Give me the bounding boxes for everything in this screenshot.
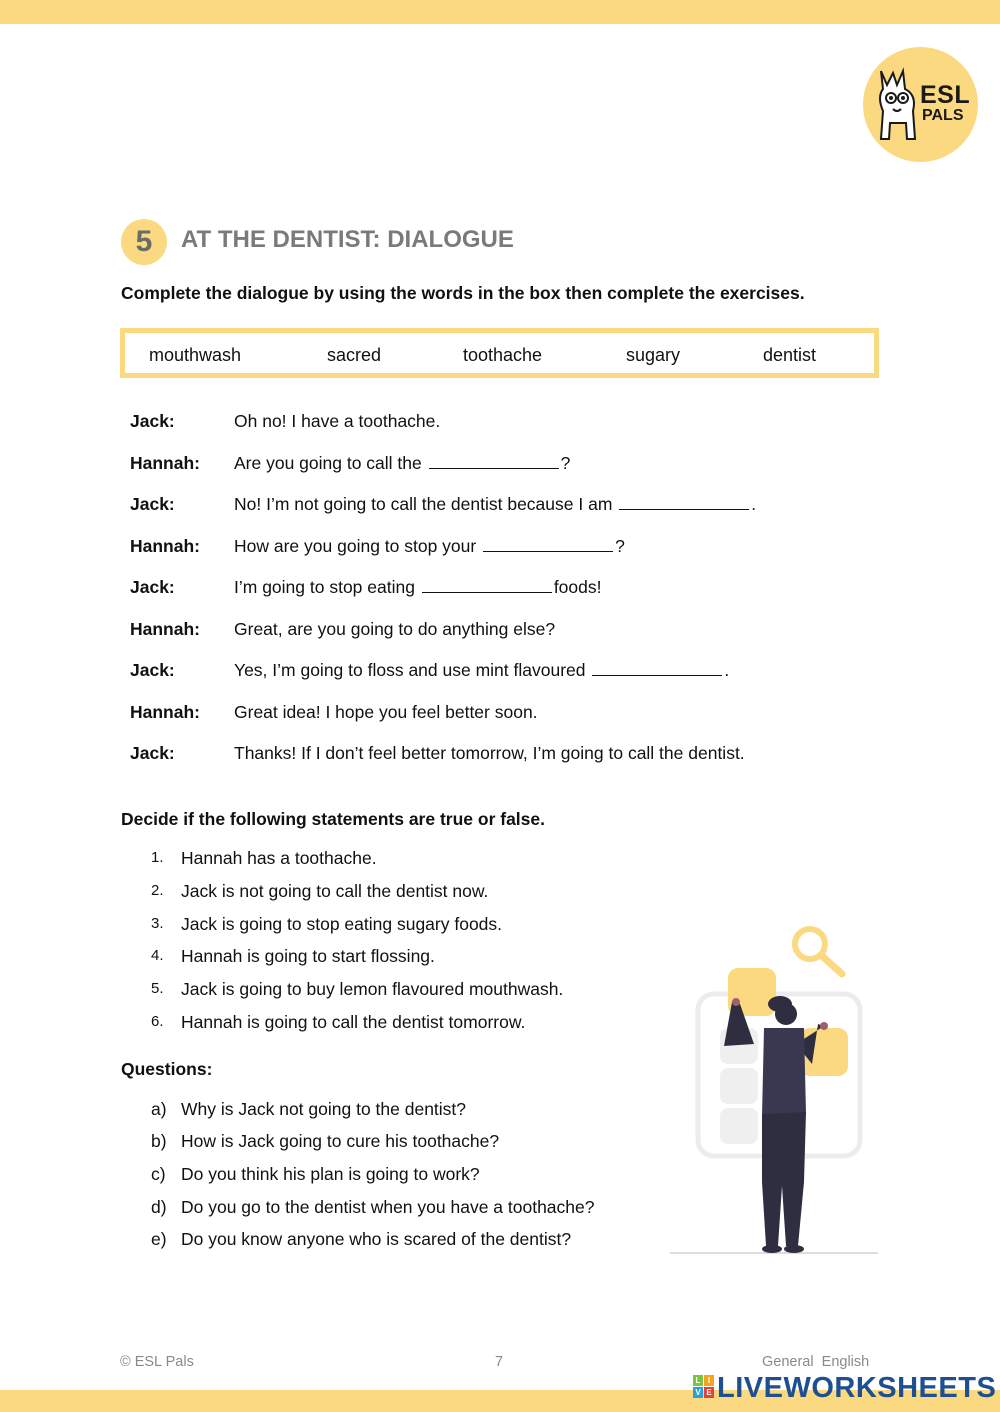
dialogue-speaker: Jack: (130, 743, 175, 763)
badge-letter: E (704, 1387, 714, 1398)
statement-text: Hannah has a toothache. (181, 848, 377, 868)
dialogue-text: Are you going to call the (234, 453, 427, 473)
section-number-badge: 5 (121, 219, 167, 265)
word-box-item: sugary (626, 345, 681, 365)
question-text: How is Jack going to cure his toothache? (181, 1131, 500, 1151)
llama-icon (873, 65, 923, 145)
question-letter: d) (151, 1197, 167, 1217)
word-box-item: toothache (463, 345, 543, 365)
dialogue-speaker: Jack: (130, 660, 175, 680)
instruction-true-false: Decide if the following statements are true or false. (121, 809, 545, 829)
question-letter: a) (151, 1099, 167, 1119)
statement-number: 6. (151, 1013, 164, 1030)
dialogue-speaker: Jack: (130, 494, 175, 514)
badge-letter: I (704, 1375, 714, 1386)
dialogue-speaker: Hannah: (130, 453, 200, 473)
question-letter: c) (151, 1164, 166, 1184)
dialogue-speaker: Hannah: (130, 536, 200, 556)
badge-letter: V (693, 1387, 703, 1398)
dialogue-text: Thanks! If I don’t feel better tomorrow, I’m going to call the dentist. (234, 743, 745, 763)
dialogue-text: I’m going to stop eating (234, 577, 420, 597)
statement-text: Jack is not going to call the dentist now. (181, 881, 489, 901)
dialogue-speaker: Jack: (130, 577, 175, 597)
statement-number: 5. (151, 980, 164, 997)
statement-text: Hannah is going to start flossing. (181, 946, 435, 966)
word-box-item: dentist (763, 345, 817, 365)
dialogue-text-end: ? (560, 453, 571, 473)
footer-course: General English (762, 1354, 870, 1370)
answer-blank[interactable] (429, 455, 559, 469)
dialogue-speaker: Jack: (130, 411, 175, 431)
dialogue-text-end: . (751, 494, 757, 514)
dialogue-text-end: . (724, 660, 730, 680)
dialogue-speaker: Hannah: (130, 619, 200, 639)
statement-number: 3. (151, 915, 164, 932)
statement-text: Jack is going to buy lemon flavoured mouthwash. (181, 979, 564, 999)
instruction-complete-dialogue: Complete the dialogue by using the words in the box then complete the exercises. (121, 283, 805, 303)
dialogue-text: No! I’m not going to call the dentist because I am (234, 494, 618, 514)
word-box-item: mouthwash (149, 345, 242, 365)
answer-blank[interactable] (592, 662, 722, 676)
statement-number: 2. (151, 882, 164, 899)
section-title: AT THE DENTIST: DIALOGUE (181, 226, 514, 253)
dialogue-speaker: Hannah: (130, 702, 200, 722)
statement-text: Jack is going to stop eating sugary foods. (181, 914, 503, 934)
question-text: Do you know anyone who is scared of the dentist? (181, 1229, 572, 1249)
question-letter: b) (151, 1131, 167, 1151)
dialogue-text-end: ? (615, 536, 625, 556)
dialogue-text: How are you going to stop your (234, 536, 482, 556)
questions-heading: Questions: (121, 1059, 213, 1079)
question-letter: e) (151, 1229, 167, 1249)
question-text: Do you think his plan is going to work? (181, 1164, 480, 1184)
question-text: Why is Jack not going to the dentist? (181, 1099, 467, 1119)
logo-text-esl: ESL (920, 81, 971, 109)
word-box (120, 328, 879, 378)
badge-letter: L (693, 1375, 703, 1386)
liveworksheets-badge-icon (693, 1375, 715, 1399)
answer-blank[interactable] (422, 579, 552, 593)
answer-blank[interactable] (619, 496, 749, 510)
statement-number: 1. (151, 849, 164, 866)
logo-text-pals: PALS (922, 107, 964, 124)
question-text: Do you go to the dentist when you have a toothache? (181, 1197, 595, 1217)
dialogue-text: Great idea! I hope you feel better soon. (234, 702, 538, 722)
top-accent-band (0, 0, 1000, 24)
statement-text: Hannah is going to call the dentist tomorrow. (181, 1012, 526, 1032)
liveworksheets-wordmark: LIVEWORKSHEETS (717, 1372, 997, 1404)
footer-page-number: 7 (495, 1354, 504, 1370)
dialogue-text: Yes, I’m going to floss and use mint flavoured (234, 660, 591, 680)
footer-copyright: © ESL Pals (120, 1354, 194, 1370)
esl-pals-logo (863, 47, 978, 162)
dialogue-text-end: foods! (553, 577, 602, 597)
answer-blank[interactable] (483, 538, 613, 552)
woman-searching-illustration (668, 920, 880, 1256)
dialogue-text: Oh no! I have a toothache. (234, 411, 441, 431)
dialogue-text: Great, are you going to do anything else? (234, 619, 556, 639)
statement-number: 4. (151, 947, 164, 964)
word-box-item: sacred (327, 345, 382, 365)
